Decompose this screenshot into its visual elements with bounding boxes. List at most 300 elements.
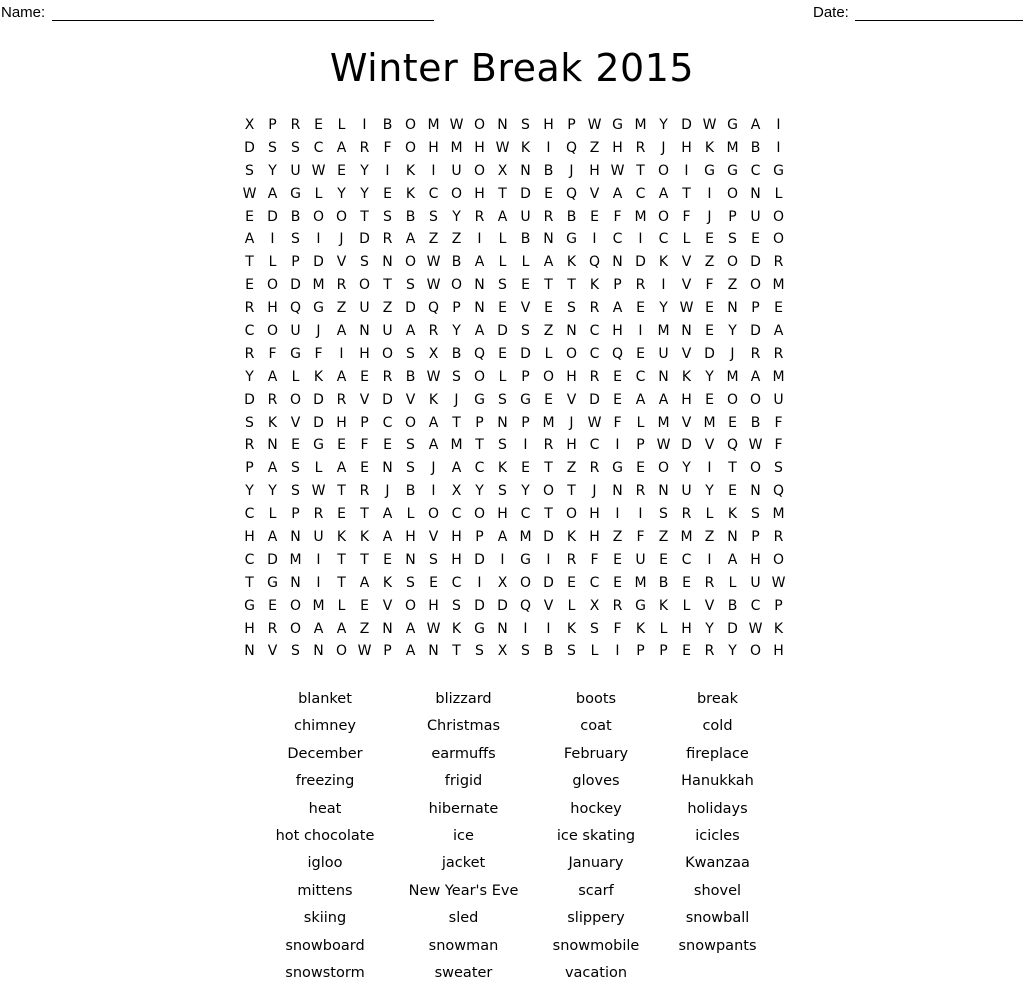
name-label: Name: xyxy=(1,4,46,21)
grid-letter: C xyxy=(313,139,324,156)
grid-letter: N xyxy=(612,483,623,500)
grid-letter: Y xyxy=(268,162,277,179)
grid-letter: O xyxy=(404,254,417,271)
grid-letter: C xyxy=(474,460,485,477)
grid-letter: O xyxy=(657,208,670,225)
grid-letter: E xyxy=(245,277,254,294)
grid-letter: M xyxy=(312,277,325,294)
grid-letter: C xyxy=(635,185,646,202)
grid-letter: I xyxy=(316,574,321,591)
date-label: Date: xyxy=(813,4,849,21)
grid-letter: U xyxy=(290,162,301,179)
grid-letter: S xyxy=(291,483,300,500)
grid-letter: Q xyxy=(565,185,578,202)
grid-letter: U xyxy=(520,208,531,225)
grid-letter: I xyxy=(477,231,482,248)
grid-letter: H xyxy=(451,529,462,546)
grid-letter: U xyxy=(359,300,370,317)
grid-letter: S xyxy=(498,437,507,454)
grid-letter: R xyxy=(474,208,485,225)
grid-letter: B xyxy=(543,643,554,660)
grid-letter: C xyxy=(681,551,692,568)
grid-letter: Y xyxy=(659,117,668,133)
grid-letter: N xyxy=(405,551,416,568)
grid-letter: H xyxy=(681,391,692,408)
grid-letter: R xyxy=(359,139,370,156)
grid-letter: J xyxy=(707,208,712,225)
grid-letter: F xyxy=(774,414,783,431)
grid-letter: X xyxy=(451,483,462,500)
grid-letter: H xyxy=(773,643,784,660)
grid-letter: O xyxy=(312,208,325,225)
grid-letter: Q xyxy=(289,300,302,317)
grid-letter: K xyxy=(658,254,669,271)
grid-letter: N xyxy=(727,529,738,546)
grid-letter: N xyxy=(497,414,508,431)
grid-letter: E xyxy=(544,391,553,408)
grid-letter: Y xyxy=(452,323,461,340)
grid-letter: G xyxy=(313,300,324,317)
word-bank-item: ice skating xyxy=(556,827,636,844)
grid-letter: E xyxy=(544,300,553,317)
grid-letter: N xyxy=(267,437,278,454)
grid-letter: E xyxy=(521,277,530,294)
grid-letter: K xyxy=(313,368,324,385)
grid-letter: Y xyxy=(705,483,714,500)
grid-letter: E xyxy=(751,231,760,248)
word-bank-item: ice xyxy=(453,827,474,844)
grid-letter: N xyxy=(520,162,531,179)
grid-letter: T xyxy=(544,506,553,523)
grid-letter: H xyxy=(244,620,255,637)
grid-letter: M xyxy=(680,529,693,546)
grid-letter: S xyxy=(406,277,415,294)
grid-letter: U xyxy=(313,529,324,546)
grid-letter: C xyxy=(244,506,255,523)
grid-letter: P xyxy=(567,117,576,133)
grid-letter: Q xyxy=(565,139,578,156)
grid-letter: S xyxy=(567,643,576,660)
grid-letter: W xyxy=(679,300,694,317)
grid-letter: O xyxy=(404,597,417,614)
grid-letter: A xyxy=(750,368,761,385)
grid-letter: Z xyxy=(589,139,600,156)
grid-letter: F xyxy=(613,208,622,225)
grid-letter: D xyxy=(750,323,761,340)
word-bank-item: Christmas xyxy=(426,718,501,735)
grid-letter: L xyxy=(314,185,323,202)
grid-letter: O xyxy=(266,323,279,340)
grid-letter: U xyxy=(750,208,761,225)
grid-letter: Y xyxy=(245,483,254,500)
grid-letter: J xyxy=(569,414,574,431)
grid-letter: N xyxy=(382,254,393,271)
word-bank-item: snowpants xyxy=(678,937,757,954)
grid-letter: K xyxy=(451,620,462,637)
grid-letter: G xyxy=(635,597,646,614)
grid-letter: E xyxy=(636,300,645,317)
grid-letter: L xyxy=(337,597,346,614)
grid-letter: W xyxy=(242,185,257,202)
grid-letter: P xyxy=(636,437,645,454)
grid-letter: E xyxy=(337,162,346,179)
grid-letter: W xyxy=(656,437,671,454)
grid-letter: F xyxy=(590,551,599,568)
grid-letter: M xyxy=(450,139,463,156)
grid-letter: E xyxy=(314,117,323,133)
grid-letter: B xyxy=(451,345,462,362)
grid-letter: O xyxy=(289,620,302,637)
grid-letter: C xyxy=(428,185,439,202)
grid-letter: H xyxy=(428,139,439,156)
grid-letter: D xyxy=(497,597,508,614)
grid-letter: Z xyxy=(566,460,577,477)
grid-letter: T xyxy=(475,437,484,454)
grid-letter: I xyxy=(500,551,505,568)
grid-letter: X xyxy=(497,162,508,179)
grid-letter: W xyxy=(748,620,763,637)
word-bank-item: February xyxy=(563,745,629,762)
grid-letter: H xyxy=(566,368,577,385)
grid-letter: R xyxy=(359,483,370,500)
word-bank-item: vacation xyxy=(564,964,628,981)
word-bank-item: slippery xyxy=(567,910,625,927)
grid-letter: T xyxy=(360,208,369,225)
word-bank-item: holidays xyxy=(687,800,748,817)
grid-letter: W xyxy=(610,162,625,179)
grid-letter: C xyxy=(612,231,623,248)
grid-letter: V xyxy=(566,391,577,408)
grid-letter: X xyxy=(428,345,439,362)
grid-letter: O xyxy=(358,277,371,294)
grid-letter: K xyxy=(635,620,646,637)
grid-letter: Y xyxy=(360,162,369,179)
grid-letter: W xyxy=(426,254,441,271)
grid-letter: E xyxy=(360,368,369,385)
grid-letter: I xyxy=(477,574,482,591)
grid-letter: E xyxy=(613,391,622,408)
grid-letter: K xyxy=(520,139,531,156)
grid-letter: R xyxy=(635,139,646,156)
grid-letter: H xyxy=(474,139,485,156)
grid-letter: H xyxy=(497,506,508,523)
grid-letter: R xyxy=(336,391,347,408)
grid-letter: V xyxy=(681,345,692,362)
word-bank-item: mittens xyxy=(297,882,353,899)
grid-letter: Z xyxy=(704,529,715,546)
grid-letter: K xyxy=(773,620,784,637)
grid-letter: Q xyxy=(772,483,785,500)
grid-letter: J xyxy=(316,323,321,340)
grid-letter: Z xyxy=(382,300,393,317)
grid-letter: W xyxy=(426,277,441,294)
grid-letter: H xyxy=(681,620,692,637)
grid-letter: R xyxy=(750,345,761,362)
grid-letter: O xyxy=(726,185,739,202)
grid-letter: E xyxy=(682,574,691,591)
grid-letter: V xyxy=(681,277,692,294)
grid-letter: G xyxy=(474,391,485,408)
word-bank-item: blizzard xyxy=(435,691,492,707)
grid-letter: O xyxy=(565,506,578,523)
grid-letter: B xyxy=(566,208,577,225)
grid-letter: W xyxy=(587,414,602,431)
grid-letter: P xyxy=(291,254,300,271)
grid-letter: S xyxy=(406,345,415,362)
grid-letter: S xyxy=(291,643,300,660)
grid-letter: O xyxy=(749,460,762,477)
grid-letter: K xyxy=(382,574,393,591)
grid-letter: Y xyxy=(705,368,714,385)
grid-letter: T xyxy=(360,551,369,568)
grid-letter: I xyxy=(546,620,551,637)
grid-letter: E xyxy=(705,300,714,317)
grid-letter: S xyxy=(521,323,530,340)
grid-letter: O xyxy=(473,162,486,179)
grid-letter: L xyxy=(659,620,668,637)
grid-letter: W xyxy=(426,368,441,385)
grid-letter: E xyxy=(360,460,369,477)
grid-letter: V xyxy=(405,391,416,408)
grid-letter: S xyxy=(383,208,392,225)
grid-letter: N xyxy=(428,643,439,660)
grid-letter: V xyxy=(589,185,600,202)
word-bank-item: snowstorm xyxy=(285,964,365,981)
grid-letter: H xyxy=(474,185,485,202)
grid-letter: G xyxy=(290,185,301,202)
grid-letter: R xyxy=(244,437,255,454)
grid-letter: O xyxy=(450,277,463,294)
grid-letter: F xyxy=(774,437,783,454)
grid-letter: L xyxy=(636,414,645,431)
grid-letter: H xyxy=(589,529,600,546)
word-bank-item: New Year's Eve xyxy=(408,882,519,899)
grid-letter: R xyxy=(589,460,600,477)
grid-letter: Q xyxy=(611,345,624,362)
grid-letter: I xyxy=(431,162,436,179)
grid-letter: J xyxy=(730,345,735,362)
grid-letter: S xyxy=(291,460,300,477)
grid-letter: N xyxy=(497,620,508,637)
grid-letter: T xyxy=(337,574,346,591)
grid-letter: O xyxy=(519,574,532,591)
word-bank-item: Hanukkah xyxy=(681,773,754,790)
word-bank-item: January xyxy=(568,855,624,872)
grid-letter: Y xyxy=(245,368,254,385)
grid-letter: A xyxy=(405,620,416,637)
grid-letter: F xyxy=(636,529,645,546)
grid-letter: N xyxy=(290,574,301,591)
grid-letter: P xyxy=(521,368,530,385)
grid-letter: I xyxy=(339,345,344,362)
grid-letter: A xyxy=(313,620,324,637)
grid-letter: A xyxy=(658,185,669,202)
grid-letter: E xyxy=(567,574,576,591)
grid-letter: O xyxy=(542,483,555,500)
grid-letter: Z xyxy=(451,231,462,248)
grid-letter: P xyxy=(774,597,783,614)
grid-letter: S xyxy=(590,620,599,637)
grid-letter: I xyxy=(316,551,321,568)
grid-letter: D xyxy=(244,391,255,408)
grid-letter: N xyxy=(290,529,301,546)
grid-letter: M xyxy=(450,437,463,454)
grid-letter: E xyxy=(521,460,530,477)
grid-letter: A xyxy=(336,368,347,385)
grid-letter: R xyxy=(543,208,554,225)
word-bank-item: snowmobile xyxy=(552,937,640,954)
grid-letter: A xyxy=(750,117,761,133)
grid-letter: M xyxy=(312,597,325,614)
grid-letter: O xyxy=(335,643,348,660)
grid-letter: S xyxy=(774,460,783,477)
grid-letter: A xyxy=(428,437,439,454)
grid-letter: S xyxy=(291,231,300,248)
grid-letter: W xyxy=(495,139,510,156)
grid-letter: E xyxy=(383,551,392,568)
grid-letter: Y xyxy=(659,300,668,317)
grid-letter: Q xyxy=(473,345,486,362)
grid-letter: N xyxy=(681,323,692,340)
grid-letter: T xyxy=(452,414,461,431)
grid-letter: R xyxy=(566,551,577,568)
grid-letter: N xyxy=(382,620,393,637)
grid-letter: E xyxy=(682,643,691,660)
grid-letter: O xyxy=(381,345,394,362)
word-bank-item: snowball xyxy=(685,910,750,927)
grid-letter: P xyxy=(268,117,277,133)
grid-letter: D xyxy=(543,574,554,591)
grid-letter: O xyxy=(450,185,463,202)
grid-letter: B xyxy=(405,368,416,385)
grid-letter: H xyxy=(244,529,255,546)
grid-letter: V xyxy=(336,254,347,271)
grid-letter: H xyxy=(267,300,278,317)
grid-letter: G xyxy=(704,162,715,179)
grid-letter: O xyxy=(404,139,417,156)
grid-letter: D xyxy=(267,551,278,568)
grid-letter: K xyxy=(428,391,439,408)
grid-letter: H xyxy=(589,162,600,179)
grid-letter: D xyxy=(474,597,485,614)
grid-letter: E xyxy=(613,368,622,385)
grid-letter: K xyxy=(658,597,669,614)
grid-letter: J xyxy=(454,391,459,408)
grid-letter: P xyxy=(475,414,484,431)
grid-letter: H xyxy=(428,597,439,614)
grid-letter: E xyxy=(383,437,392,454)
grid-letter: D xyxy=(313,391,324,408)
grid-letter: W xyxy=(311,162,326,179)
grid-letter: Q xyxy=(519,597,532,614)
grid-letter: T xyxy=(636,162,645,179)
grid-letter: L xyxy=(728,574,737,591)
grid-letter: Z xyxy=(336,300,347,317)
grid-letter: A xyxy=(474,323,485,340)
grid-letter: A xyxy=(359,574,370,591)
grid-letter: P xyxy=(728,208,737,225)
grid-letter: M xyxy=(634,574,647,591)
grid-letter: G xyxy=(612,460,623,477)
grid-letter: I xyxy=(707,460,712,477)
grid-letter: C xyxy=(750,162,761,179)
grid-letter: R xyxy=(267,620,278,637)
grid-letter: V xyxy=(382,597,393,614)
grid-letter: D xyxy=(704,345,715,362)
grid-letter: I xyxy=(316,231,321,248)
grid-letter: N xyxy=(727,300,738,317)
grid-letter: R xyxy=(267,391,278,408)
grid-letter: K xyxy=(589,277,600,294)
grid-letter: I xyxy=(661,277,666,294)
grid-letter: A xyxy=(267,185,278,202)
grid-letter: Z xyxy=(658,529,669,546)
grid-letter: E xyxy=(360,597,369,614)
grid-letter: C xyxy=(382,414,393,431)
grid-letter: U xyxy=(773,391,784,408)
grid-letter: J xyxy=(385,483,390,500)
date-line xyxy=(855,20,1023,21)
grid-letter: M xyxy=(657,414,670,431)
grid-letter: S xyxy=(659,506,668,523)
grid-letter: S xyxy=(245,162,254,179)
grid-letter: W xyxy=(702,117,717,133)
grid-letter: L xyxy=(567,597,576,614)
grid-letter: Y xyxy=(452,208,461,225)
grid-letter: N xyxy=(612,254,623,271)
grid-letter: K xyxy=(336,529,347,546)
word-bank-item: jacket xyxy=(441,855,486,872)
word-bank-item: boots xyxy=(575,691,617,707)
grid-letter: U xyxy=(681,483,692,500)
grid-letter: K xyxy=(566,620,577,637)
grid-letter: D xyxy=(681,117,692,133)
grid-letter: R xyxy=(382,368,393,385)
grid-letter: O xyxy=(542,368,555,385)
grid-letter: V xyxy=(681,254,692,271)
grid-letter: T xyxy=(682,185,691,202)
grid-letter: E xyxy=(613,574,622,591)
grid-letter: K xyxy=(405,162,416,179)
word-bank-item: freezing xyxy=(295,773,355,790)
grid-letter: G xyxy=(773,162,784,179)
grid-letter: B xyxy=(658,574,669,591)
grid-letter: T xyxy=(728,460,737,477)
grid-letter: V xyxy=(267,643,278,660)
grid-letter: T xyxy=(245,254,254,271)
grid-letter: B xyxy=(543,162,554,179)
grid-letter: M xyxy=(703,414,716,431)
grid-letter: S xyxy=(245,414,254,431)
grid-letter: D xyxy=(244,139,255,156)
grid-letter: S xyxy=(751,506,760,523)
grid-letter: S xyxy=(452,597,461,614)
word-bank-item: earmuffs xyxy=(431,745,496,762)
grid-letter: P xyxy=(613,277,622,294)
grid-letter: F xyxy=(613,620,622,637)
grid-letter: K xyxy=(704,139,715,156)
grid-letter: N xyxy=(244,643,255,660)
grid-letter: N xyxy=(750,483,761,500)
grid-letter: R xyxy=(704,574,715,591)
grid-letter: N xyxy=(543,231,554,248)
grid-letter: L xyxy=(268,506,277,523)
grid-letter: P xyxy=(245,460,254,477)
grid-letter: I xyxy=(638,506,643,523)
grid-letter: S xyxy=(498,277,507,294)
grid-letter: L xyxy=(682,597,691,614)
grid-letter: M xyxy=(726,139,739,156)
